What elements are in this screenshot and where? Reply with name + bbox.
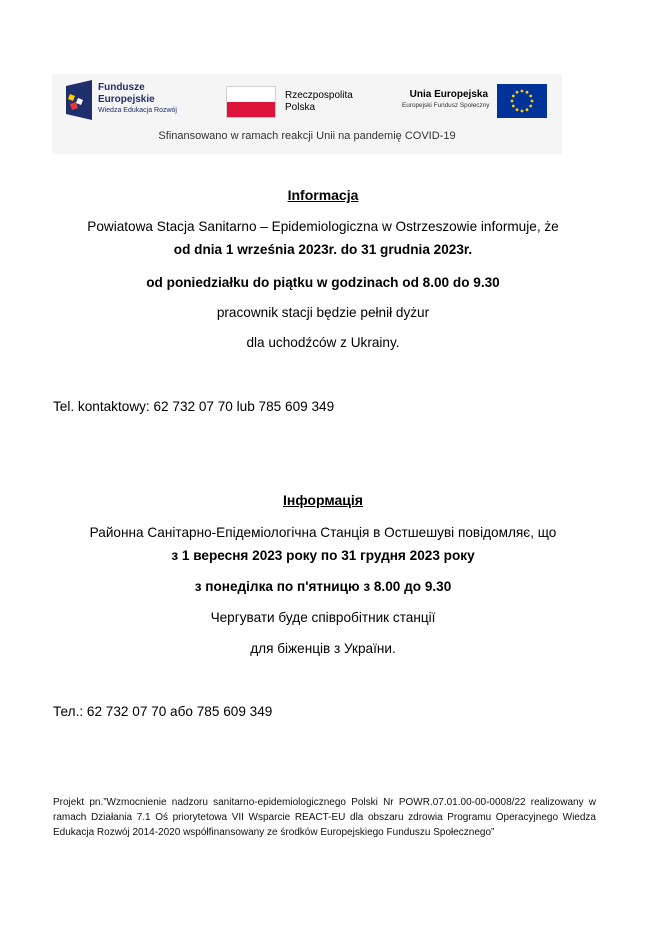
polish-line-3: od poniedziałku do piątku w godzinach od 8.00 do 9.30 — [146, 275, 500, 290]
fe-name-line1: Fundusze — [98, 82, 145, 93]
ue-line2: Europejski Fundusz Społeczny — [402, 102, 490, 109]
ukrainian-contact: Тел.: 62 732 07 70 або 785 609 349 — [53, 704, 273, 719]
polish-contact: Tel. kontaktowy: 62 732 07 70 lub 785 609 349 — [53, 399, 335, 414]
ukrainian-heading: Інформація — [283, 492, 363, 508]
project-footer: Projekt pn.”Wzmocnienie nadzoru sanitarno-epidemiologicznego Polski Nr POWR.07.01.00-00-0008/22 realizowany w ramach Działania 7.1 Oś priorytetowa VII Wsparcie REACT-EU dla obszaru zdrowia Programu Operacyjnego Wiedza Edukacja Rozwój 2014-2020 współfinansowany ze środków Europejskiego Funduszu Społecznego” — [53, 797, 596, 838]
polish-line-1: Powiatowa Stacja Sanitarno – Epidemiologiczna w Ostrzeszowie informuje, że — [87, 219, 559, 234]
polish-heading: Informacja — [287, 187, 359, 203]
fundusze-europejskie-mark-icon — [64, 80, 94, 120]
ukrainian-line-1: Районна Санітарно-Епідеміологічна Станція в Остшешуві повідомляє, що — [89, 525, 557, 540]
rp-line1: Rzeczpospolita — [285, 90, 353, 101]
polish-line-4: pracownik stacji będzie pełnił dyżur — [216, 305, 430, 320]
polish-line-5: dla uchodźców z Ukrainy. — [246, 335, 400, 350]
rp-line2: Polska — [285, 102, 316, 113]
fe-program-name: Wiedza Edukacja Rozwój — [98, 107, 177, 114]
ue-line1: Unia Europejska — [409, 89, 488, 100]
polish-line-2: od dnia 1 września 2023r. do 31 grudnia 2023r. — [173, 242, 473, 257]
eu-flag-icon — [497, 84, 547, 118]
ukrainian-line-3: з понеділка по п'ятницю з 8.00 до 9.30 — [194, 579, 452, 594]
poland-flag-icon — [226, 86, 276, 118]
fe-name-line2: Europejskie — [98, 94, 155, 105]
ukrainian-line-4: Чергувати буде співробітник станції — [210, 610, 436, 625]
ukrainian-line-2: з 1 вересня 2023 року по 31 грудня 2023 року — [171, 548, 475, 563]
rzeczpospolita-logo-text — [285, 90, 353, 114]
unia-europejska-logo-text — [402, 88, 488, 110]
fundusze-europejskie-logo — [64, 80, 214, 124]
financing-note: Sfinansowano w ramach reakcji Unii na pandemię COVID-19 — [158, 130, 456, 142]
ukrainian-line-5: для біженців з України. — [250, 641, 396, 656]
